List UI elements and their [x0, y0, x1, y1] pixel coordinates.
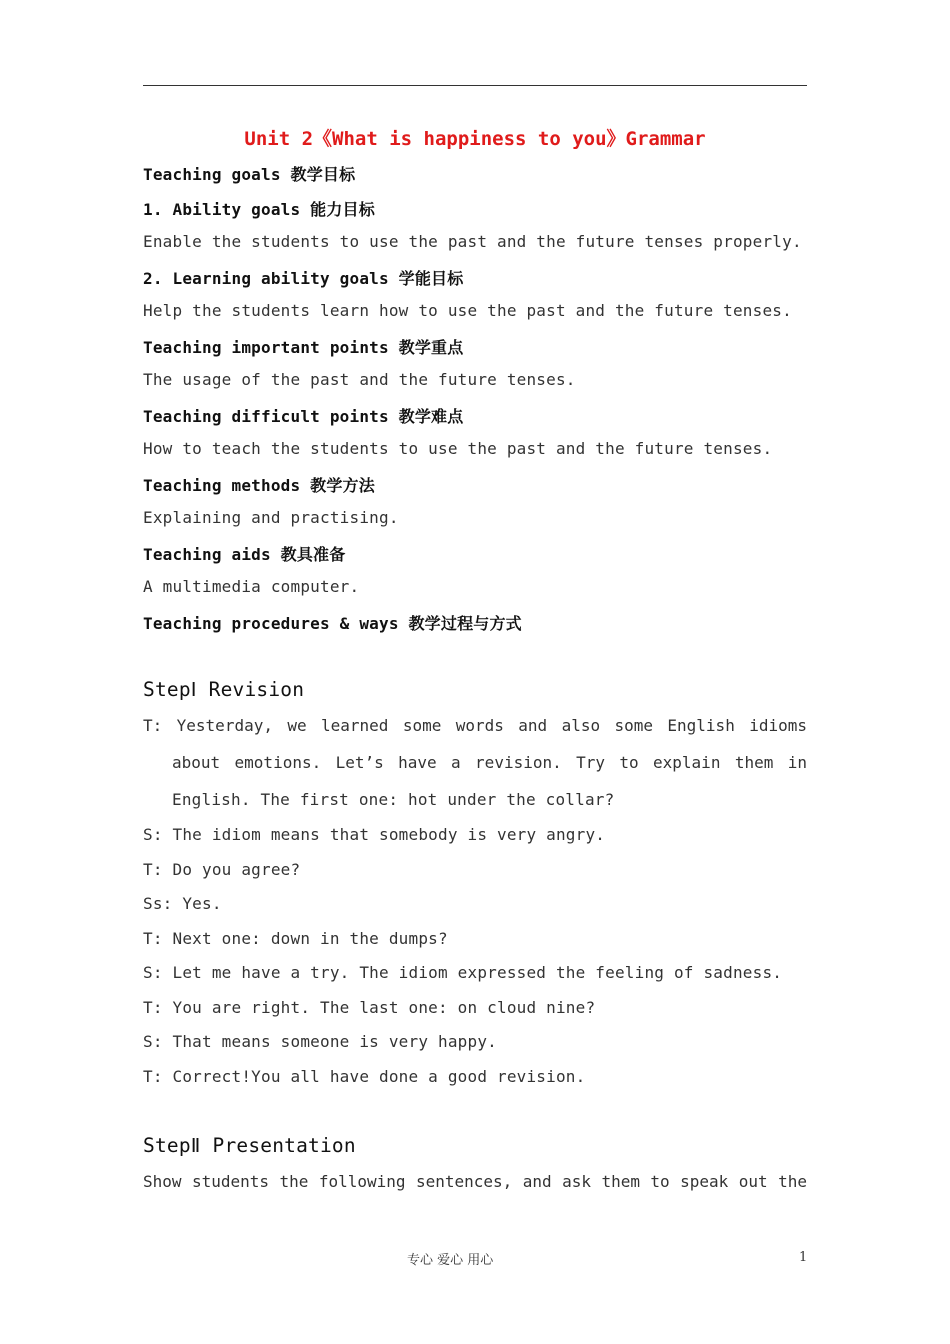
difficult-points-text: How to teach the students to use the past and the future tenses.: [143, 439, 773, 458]
document-title: Unit 2《What is happiness to you》Grammar: [244, 128, 706, 150]
procedures-heading: Teaching procedures & ways 教学过程与方式: [143, 614, 522, 633]
dialogue-line: English. The first one: hot under the collar?: [172, 790, 615, 809]
methods-heading: Teaching methods 教学方法: [143, 476, 375, 495]
dialogue-line: S: Let me have a try. The idiom expressed the feeling of sadness.: [143, 963, 783, 982]
methods-text: Explaining and practising.: [143, 508, 399, 527]
dialogue-line: T: Yesterday, we learned some words and also some English idioms: [143, 716, 807, 735]
dialogue-line: S: That means someone is very happy.: [143, 1032, 497, 1051]
dialogue-line: S: The idiom means that somebody is very angry.: [143, 825, 606, 844]
page-number: 1: [799, 1250, 808, 1265]
ability-goals-heading: 1. Ability goals 能力目标: [143, 200, 375, 219]
dialogue-line: about emotions. Let’s have a revision. Try to explain them in: [172, 753, 807, 772]
dialogue-line: T: You are right. The last one: on cloud nine?: [143, 998, 596, 1017]
difficult-points-heading: Teaching difficult points 教学难点: [143, 407, 464, 426]
aids-heading: Teaching aids 教具准备: [143, 545, 346, 564]
learning-goals-text: Help the students learn how to use the past and the future tenses.: [143, 301, 792, 320]
step1-heading: StepⅠ Revision: [143, 678, 305, 701]
dialogue-line: T: Correct!You all have done a good revision.: [143, 1067, 586, 1086]
header-rule: [143, 85, 807, 86]
step2-heading: StepⅡ Presentation: [143, 1134, 356, 1157]
ability-goals-text: Enable the students to use the past and the future tenses properly.: [143, 232, 802, 251]
dialogue-line: Ss: Yes.: [143, 894, 222, 913]
important-points-heading: Teaching important points 教学重点: [143, 338, 464, 357]
presentation-text: Show students the following sentences, and ask them to speak out the: [143, 1172, 807, 1191]
dialogue-line: T: Next one: down in the dumps?: [143, 929, 448, 948]
dialogue-line: T: Do you agree?: [143, 860, 301, 879]
footer-motto: 专心 爱心 用心: [407, 1253, 494, 1268]
important-points-text: The usage of the past and the future tenses.: [143, 370, 576, 389]
teaching-goals-heading: Teaching goals 教学目标: [143, 165, 356, 184]
learning-goals-heading: 2. Learning ability goals 学能目标: [143, 269, 464, 288]
aids-text: A multimedia computer.: [143, 577, 360, 596]
